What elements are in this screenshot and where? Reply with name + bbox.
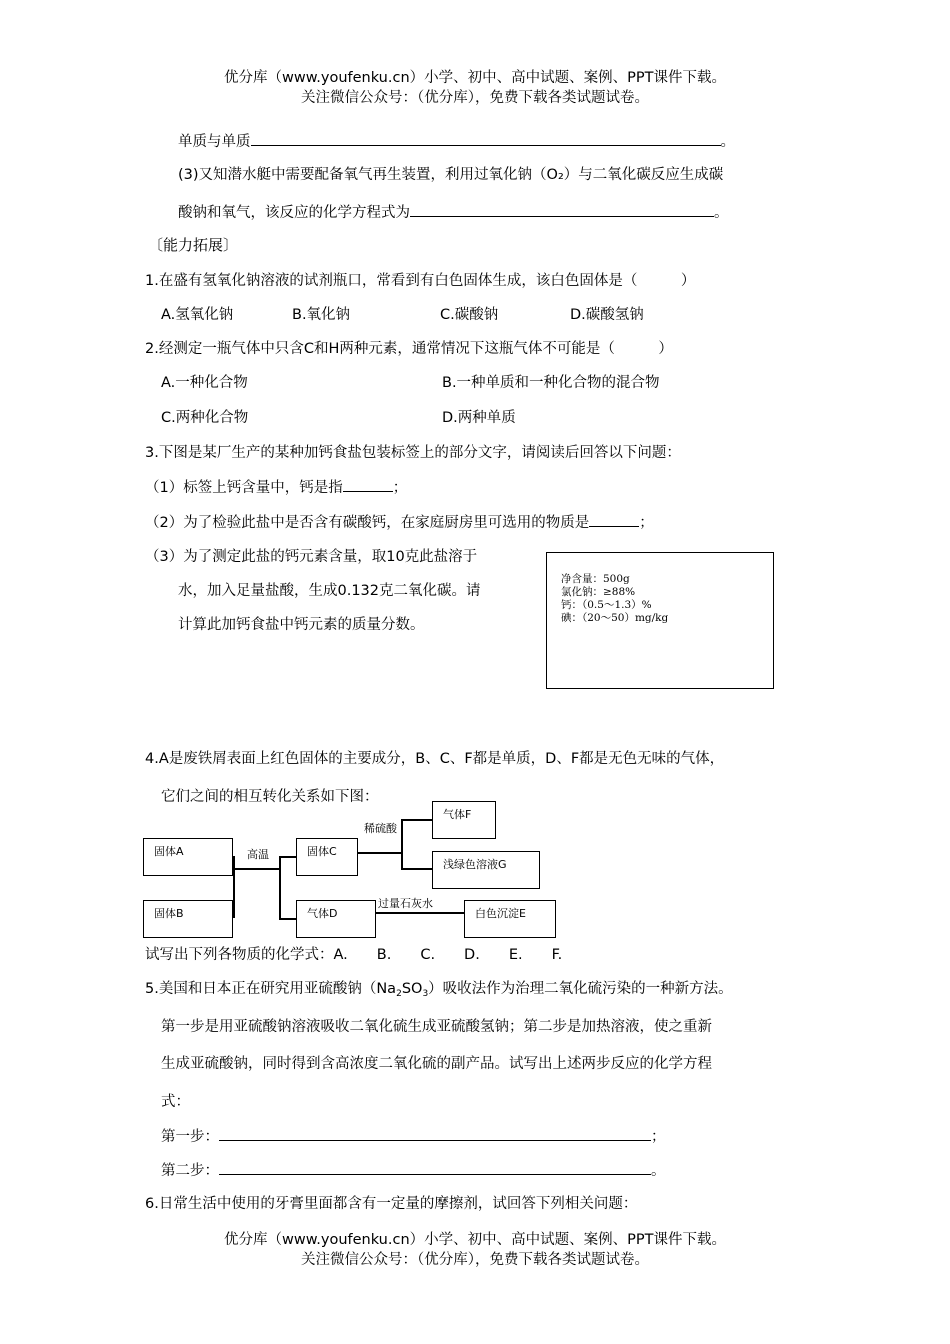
q3-part1-blank bbox=[343, 475, 393, 492]
connector-line bbox=[279, 918, 296, 920]
q3-part2-end: ； bbox=[639, 515, 654, 531]
q4-stem-line2: 它们之间的相互转化关系如下图： bbox=[161, 789, 379, 805]
q1-option-c: C.碳酸钠 bbox=[440, 307, 499, 323]
condition-dilute-acid: 稀硫酸 bbox=[364, 822, 397, 835]
header-line-2: 关注微信公众号：（优分库），免费下载各类试题试卷。 bbox=[301, 90, 649, 106]
q1-option-a: A.氢氧化钠 bbox=[161, 307, 234, 323]
q1-option-d: D.碳酸氢钠 bbox=[570, 307, 644, 323]
continuation-text: 单质与单质 bbox=[178, 134, 251, 150]
q3-part2-text: （2）为了检验此盐中是否含有碳酸钙，在家庭厨房里可选用的物质是 bbox=[145, 515, 590, 531]
box-label: 固体B bbox=[154, 907, 184, 920]
subscript: 2 bbox=[396, 989, 402, 999]
q5-step1 bbox=[161, 1124, 666, 1146]
q2-option-b: B.一种单质和一种化合物的混合物 bbox=[442, 375, 660, 391]
box-solid-a bbox=[143, 838, 233, 876]
q5-stem-pre: 5.美国和日本正在研究用亚硫酸钠（Na bbox=[145, 981, 397, 997]
connector-line bbox=[233, 856, 235, 918]
label-line: 净含量：500g bbox=[561, 573, 630, 585]
connector-line bbox=[279, 856, 281, 918]
box-gas-f bbox=[432, 801, 496, 839]
connector-line bbox=[401, 819, 403, 869]
box-gas-d bbox=[296, 900, 376, 938]
q3-part2 bbox=[145, 510, 654, 532]
connector-line bbox=[376, 912, 464, 914]
q2-option-c: C.两种化合物 bbox=[161, 410, 249, 426]
box-label: 浅绿色溶液G bbox=[443, 858, 507, 871]
q4-answer-line: 试写出下列各物质的化学式：A. B. C. D. E. F. bbox=[145, 947, 563, 963]
q1-option-b: B.氧化钠 bbox=[292, 307, 351, 323]
q1-stem: 1.在盛有氢氧化钠溶液的试剂瓶口，常看到有白色固体生成，该白色固体是（ ） bbox=[145, 273, 696, 289]
footer-line-1: 优分库（www.youfenku.cn）小学、初中、高中试题、案例、PPT课件下载。 bbox=[224, 1232, 726, 1248]
q5-step2-label: 第二步： bbox=[161, 1163, 219, 1179]
continuation-end: 。 bbox=[720, 134, 735, 150]
box-solution-g bbox=[432, 851, 540, 889]
subscript: 3 bbox=[422, 989, 429, 999]
connector-line bbox=[401, 819, 432, 821]
continuation-line bbox=[178, 129, 735, 151]
footer-line-2: 关注微信公众号：（优分库），免费下载各类试题试卷。 bbox=[301, 1252, 649, 1268]
q3-part1-end: ； bbox=[392, 480, 408, 496]
q3-part3-line1: （3）为了测定此盐的钙元素含量，取10克此盐溶于 bbox=[145, 549, 478, 565]
q5-step2-end: 。 bbox=[651, 1163, 666, 1179]
q2-option-d: D.两种单质 bbox=[442, 410, 516, 426]
q5-step2-blank bbox=[219, 1158, 651, 1175]
box-label: 白色沉淀E bbox=[475, 907, 526, 920]
q3-part3-line2: 水，加入足量盐酸，生成0.132克二氧化碳。请 bbox=[178, 583, 481, 599]
q2-stem: 2.经测定一瓶气体中只含C和H两种元素，通常情况下这瓶气体不可能是（ ） bbox=[145, 341, 673, 357]
q5-line3: 生成亚硫酸钠，同时得到含高浓度二氧化硫的副产品。试写出上述两步反应的化学方程 bbox=[161, 1056, 712, 1072]
label-line: 氯化钠：≥88% bbox=[561, 586, 636, 598]
header-line-1: 优分库（www.youfenku.cn）小学、初中、高中试题、案例、PPT课件下载。 bbox=[224, 70, 726, 86]
q3-part3-line3: 计算此加钙食盐中钙元素的质量分数。 bbox=[178, 617, 425, 633]
q2-option-a: A.一种化合物 bbox=[161, 375, 248, 391]
equation-blank bbox=[410, 200, 714, 217]
q-part3-text: 酸钠和氧气，该反应的化学方程式为 bbox=[178, 205, 410, 221]
box-label: 固体C bbox=[307, 845, 337, 858]
q5-step1-label: 第一步： bbox=[161, 1129, 219, 1145]
box-label: 气体D bbox=[307, 907, 338, 920]
q5-line4: 式： bbox=[161, 1094, 190, 1110]
q5-stem-post: ）吸收法作为治理二氧化硫污染的一种新方法。 bbox=[428, 981, 733, 997]
box-solid-c bbox=[296, 838, 358, 876]
section-title: 〔能力拓展〕 bbox=[148, 236, 239, 254]
q5-stem-mid: SO bbox=[401, 981, 423, 997]
q-part3-end: 。 bbox=[714, 205, 729, 221]
answer-blank bbox=[251, 129, 721, 146]
condition-high-temp: 高温 bbox=[247, 848, 269, 861]
q5-stem bbox=[145, 977, 733, 999]
box-label: 固体A bbox=[154, 845, 184, 858]
box-solid-b bbox=[143, 900, 233, 938]
q5-line2: 第一步是用亚硫酸钠溶液吸收二氧化硫生成亚硫酸氢钠；第二步是加热溶液，使之重新 bbox=[161, 1019, 712, 1035]
q5-step1-end: ； bbox=[651, 1129, 666, 1145]
salt-package-label bbox=[546, 552, 774, 689]
q4-stem-line1: 4.A是废铁屑表面上红色固体的主要成分，B、C、F都是单质，D、F都是无色无味的气体， bbox=[145, 751, 725, 767]
label-line: 钙：（0.5～1.3）% bbox=[561, 599, 652, 611]
q-part3-line1: (3)又知潜水艇中需要配备氧气再生装置，利用过氧化钠（O₂）与二氧化碳反应生成碳 bbox=[178, 167, 724, 183]
box-label: 气体F bbox=[443, 808, 472, 821]
q6-stem: 6.日常生活中使用的牙膏里面都含有一定量的摩擦剂，试回答下列相关问题： bbox=[145, 1196, 638, 1212]
condition-limewater: 过量石灰水 bbox=[378, 897, 433, 910]
q5-step1-blank bbox=[219, 1124, 651, 1141]
box-precipitate-e bbox=[464, 900, 556, 938]
connector-line bbox=[279, 856, 296, 858]
connector-line bbox=[233, 868, 279, 870]
q-part3-line2 bbox=[178, 200, 729, 222]
connector-line bbox=[401, 868, 432, 870]
connector-line bbox=[358, 852, 402, 854]
q3-part2-blank bbox=[589, 510, 639, 527]
q3-stem: 3.下图是某厂生产的某种加钙食盐包装标签上的部分文字，请阅读后回答以下问题： bbox=[145, 445, 681, 461]
q5-step2 bbox=[161, 1158, 666, 1180]
label-line: 碘：（20～50）mg/kg bbox=[561, 612, 669, 624]
q3-part1 bbox=[145, 475, 407, 497]
q3-part1-text: （1）标签上钙含量中，钙是指 bbox=[145, 480, 343, 496]
